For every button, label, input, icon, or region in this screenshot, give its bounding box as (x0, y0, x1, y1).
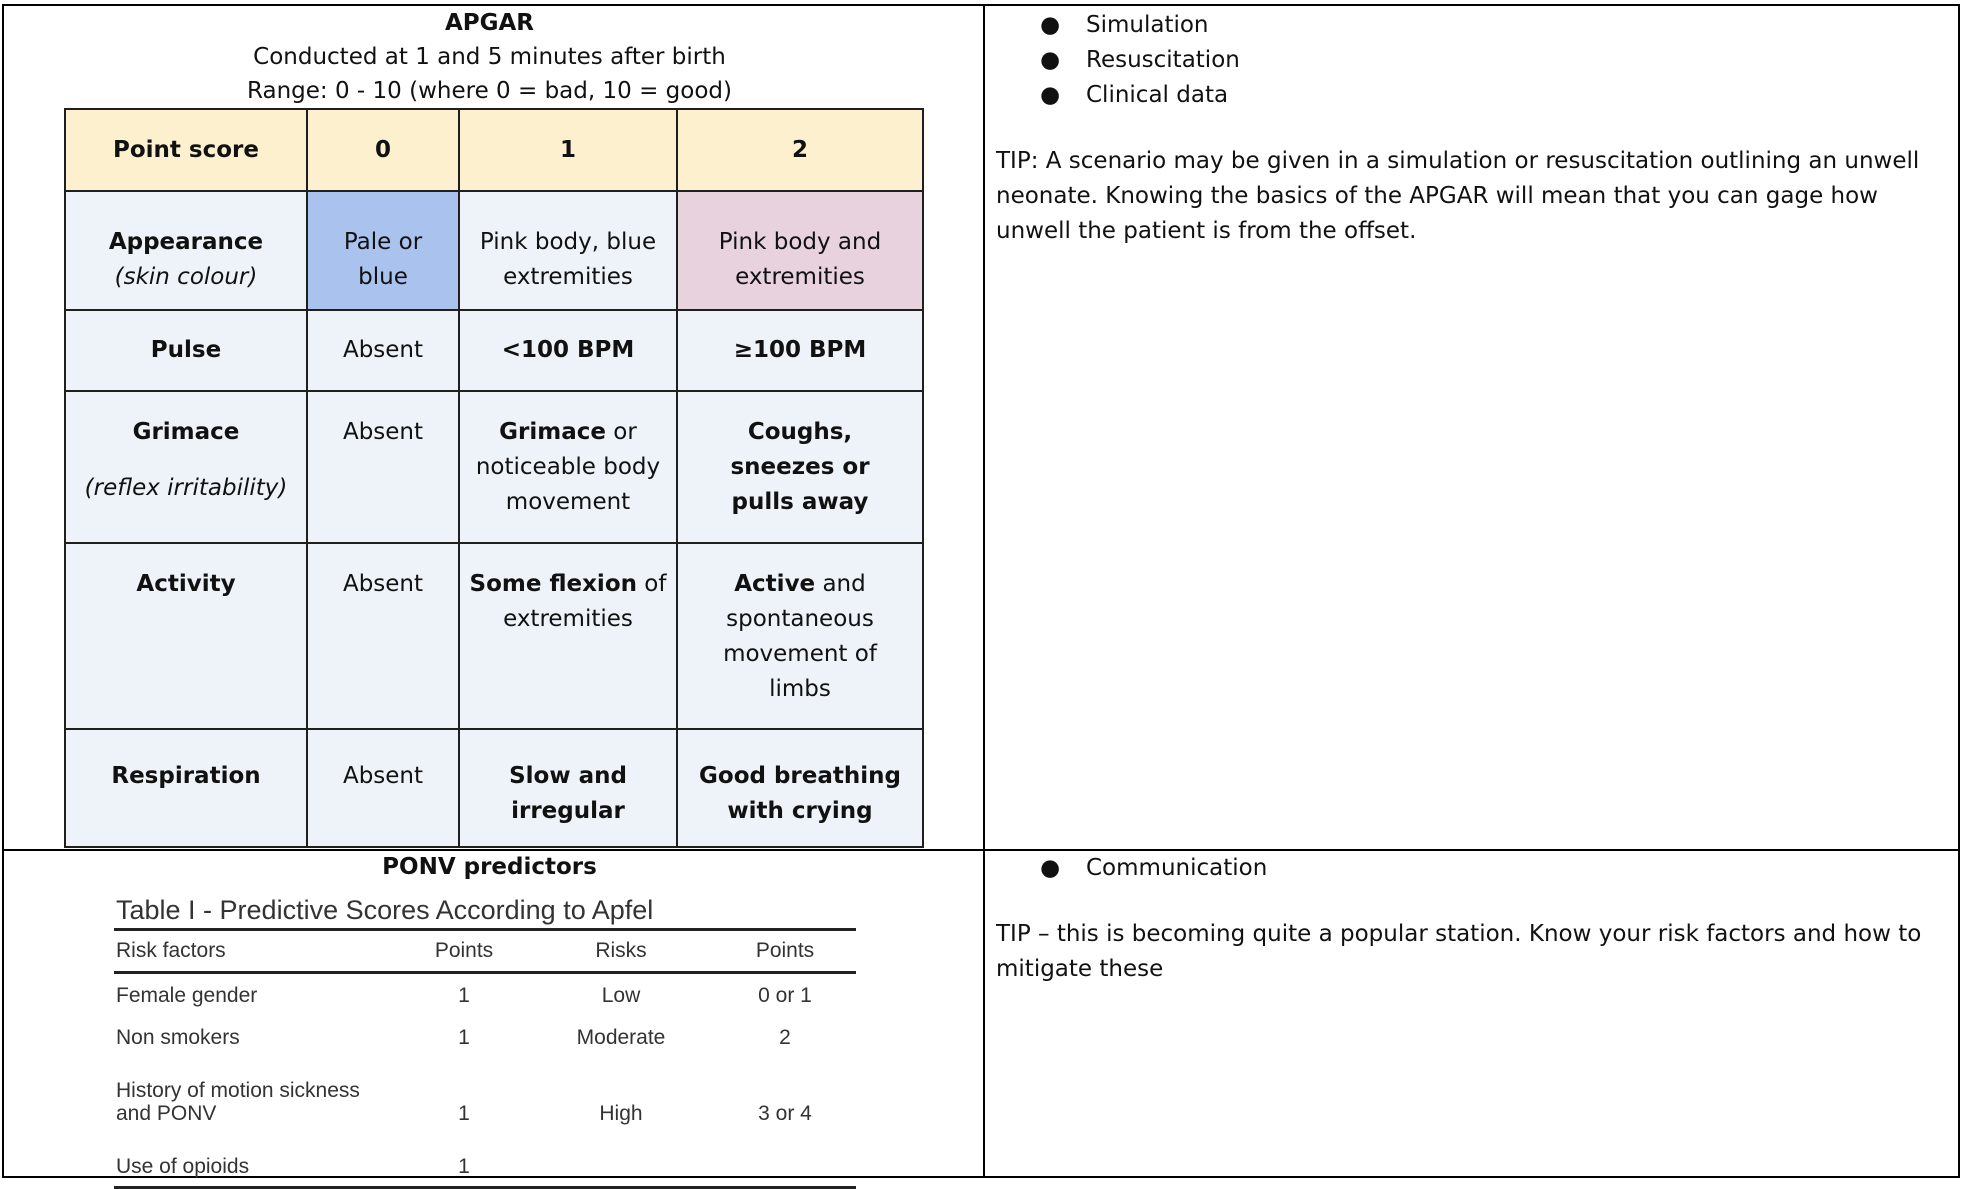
risk-points-cell: 3 or 4 (758, 1101, 812, 1125)
plain-text: or noticeable body movement (475, 419, 661, 515)
list-item-text: Resuscitation (1086, 47, 1240, 73)
score-cell (677, 543, 923, 729)
ponv-title: PONV predictors (382, 854, 597, 880)
list-item (996, 43, 1936, 78)
apgar-header-row (65, 109, 923, 191)
risk-cell: High (599, 1101, 643, 1125)
ponv-table (114, 928, 856, 1189)
apgar-title: APGAR (444, 10, 535, 36)
score-cell: Absent (307, 729, 459, 847)
points-cell: 1 (458, 1101, 470, 1125)
table-row (114, 973, 856, 1017)
row-label (65, 391, 307, 543)
row-label-text: Grimace (132, 419, 240, 445)
bullet-icon: ● (1040, 47, 1061, 73)
ponv-header-row (114, 930, 856, 973)
score-cell: Good breathing with crying (677, 729, 923, 847)
score-cell: Slow and irregular (459, 729, 677, 847)
list-item-text: Clinical data (1086, 82, 1229, 108)
risk-factor: Female gender (116, 983, 258, 1007)
plain-text: and spontaneous movement of limbs (723, 571, 877, 702)
apgar-row-appearance (65, 191, 923, 310)
apgar-row-respiration (65, 729, 923, 847)
plain-text: of extremities (503, 571, 667, 632)
bullet-icon: ● (1040, 82, 1061, 108)
header-cell: Points (400, 930, 528, 973)
ponv-caption: Table I - Predictive Scores According to Apfel (116, 895, 654, 925)
list-item (996, 78, 1936, 113)
bullet-list (996, 8, 1936, 113)
score-cell: Pale or blue (307, 191, 459, 310)
header-cell: Point score (65, 109, 307, 191)
risk-factor: History of motion sickness and PONV (116, 1079, 360, 1125)
apgar-subtitle: Conducted at 1 and 5 minutes after birth (253, 44, 726, 70)
points-cell: 1 (400, 1146, 528, 1188)
score-cell (459, 391, 677, 543)
row-label: Pulse (65, 310, 307, 391)
score-cell: Absent (307, 543, 459, 729)
bullet-list (996, 851, 1936, 886)
risk-points-cell (714, 1146, 856, 1188)
score-cell: Pink body, blue extremities (459, 191, 677, 310)
score-cell: Coughs, sneezes or pulls away (677, 391, 923, 543)
table-row (114, 1058, 856, 1146)
emphasis-text: Grimace (499, 419, 606, 445)
header-cell: 0 (307, 109, 459, 191)
apgar-table (64, 108, 924, 848)
ponv-notes (996, 851, 1936, 987)
header-cell: Risks (528, 930, 714, 973)
row-label (65, 191, 307, 310)
score-cell (459, 543, 677, 729)
header-cell: 2 (677, 109, 923, 191)
apgar-row-grimace (65, 391, 923, 543)
bullet-icon: ● (1040, 12, 1061, 38)
row-label-text: Appearance (108, 229, 264, 255)
risk-factor: Non smokers (116, 1025, 240, 1049)
ponv-figure (114, 892, 860, 1189)
header-cell: 1 (459, 109, 677, 191)
apgar-row-activity (65, 543, 923, 729)
risk-factor: Use of opioids (114, 1146, 400, 1188)
list-item (996, 8, 1936, 43)
column-divider (983, 6, 985, 1176)
risk-cell: Moderate (576, 1025, 666, 1049)
list-item-text: Communication (1086, 855, 1268, 881)
emphasis-text: Active (734, 571, 816, 597)
apgar-row-pulse (65, 310, 923, 391)
header-cell: Risk factors (114, 930, 400, 973)
score-cell: ≥100 BPM (677, 310, 923, 391)
score-cell: Absent (307, 391, 459, 543)
points-cell: 1 (458, 983, 470, 1007)
tip-text: TIP: A scenario may be given in a simulation or resuscitation outlining an unwell neonate. Knowing the basics of the APGAR will mean that you can gage how unwell the patient is from the offset. (996, 148, 1920, 244)
emphasis-text: Some flexion (469, 571, 637, 597)
row-label-sub: (skin colour) (114, 264, 258, 290)
risk-cell: Low (601, 983, 641, 1007)
score-cell: Absent (307, 310, 459, 391)
score-cell: <100 BPM (459, 310, 677, 391)
risk-cell (528, 1146, 714, 1188)
apgar-heading (0, 6, 979, 108)
row-label: Respiration (65, 729, 307, 847)
risk-points-cell: 0 or 1 (758, 983, 812, 1007)
risk-points-cell: 2 (779, 1025, 791, 1049)
bullet-icon: ● (1040, 855, 1061, 881)
row-label-sub: (reflex irritability) (84, 475, 288, 501)
points-cell: 1 (458, 1025, 470, 1049)
tip-text: TIP – this is becoming quite a popular station. Know your risk factors and how to mitigate these (996, 921, 1922, 982)
row-label: Activity (65, 543, 307, 729)
table-row (114, 1146, 856, 1188)
header-cell: Points (714, 930, 856, 973)
list-item-text: Simulation (1086, 12, 1209, 38)
list-item (996, 851, 1936, 886)
apgar-range: Range: 0 - 10 (where 0 = bad, 10 = good) (247, 78, 732, 104)
table-row (114, 1016, 856, 1058)
apgar-notes (996, 8, 1936, 249)
score-cell: Pink body and extremities (677, 191, 923, 310)
